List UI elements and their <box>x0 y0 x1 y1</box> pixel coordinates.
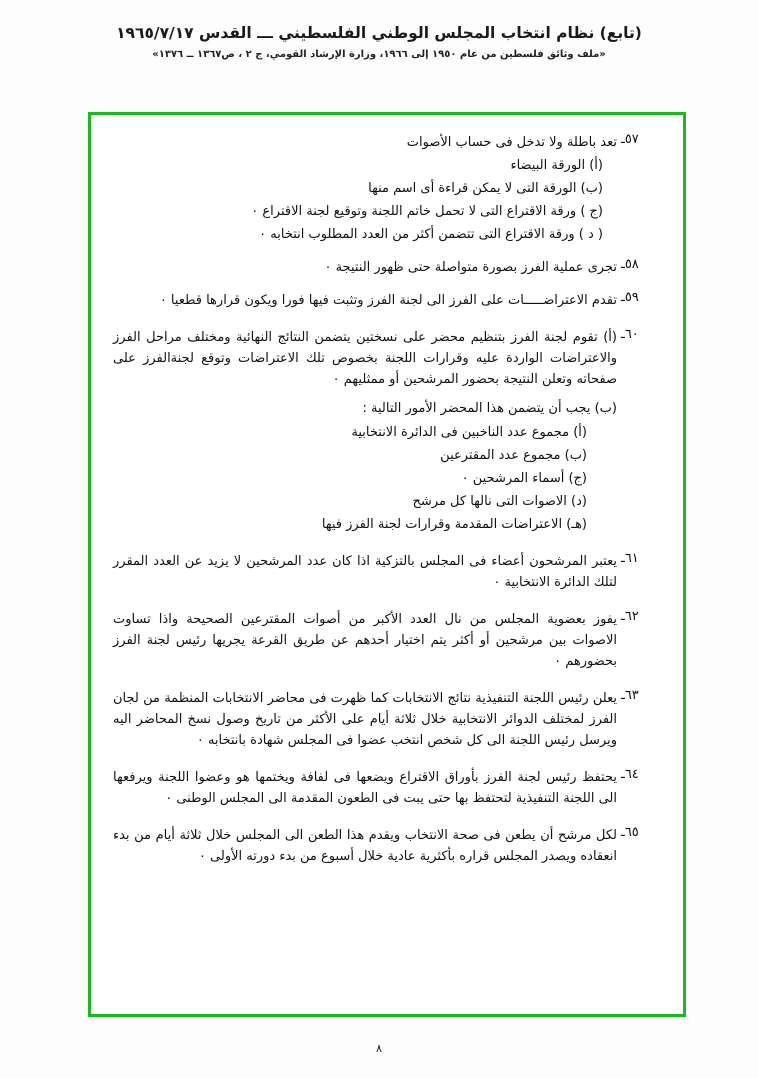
clause-subitem: (د) الاصوات التى نالها كل مرشح <box>412 493 587 509</box>
clause-item <box>113 822 661 867</box>
clause-number: ٦٠ـ <box>621 327 639 343</box>
clause-subitem: (ب) مجموع عدد المقترعين <box>440 447 587 463</box>
clause-subitem: (ب) يجب أن يتضمن هذا المحضر الأمور التالية : <box>362 401 617 417</box>
clause-item <box>113 548 661 593</box>
clause-number: ٦٥ـ <box>621 825 639 841</box>
page-number: ٨ <box>376 1042 382 1055</box>
page-subtitle: «ملف وثائق فلسطين من عام ١٩٥٠ إلى ١٩٦٦، وزارة الإرشاد القومي، ج ٢ ، ص١٣٦٧ ــ ١٣٧٦» <box>152 49 606 60</box>
clause-lead: يحتفظ رئيس لجنة الفرز بأوراق الاقتراع ويضعها فى لفافة ويختمها هو وعضوا اللجنة ويرفعها الى اللجنة التنفيذية لتحتفظ بها حتى يبت فى الطعون المقدمة الى المجلس الوطنى ٠ <box>113 770 617 807</box>
clause-number: ٦٤ـ <box>621 767 639 783</box>
clause-subitem: (أ) مجموع عدد الناخبين فى الدائرة الانتخابية <box>351 424 587 440</box>
clause-lead: يعتبر المرشحون أعضاء فى المجلس بالتزكية اذا كان عدد المرشحين لا يزيد عن العدد المقرر لتلك الدائرة الانتخابية ٠ <box>113 553 617 590</box>
clause-item <box>113 287 661 311</box>
clause-subitem: (ج) أسماء المرشحين ٠ <box>461 470 587 486</box>
clause-item <box>113 685 661 751</box>
clause-item <box>113 324 661 534</box>
clause-lead: يعلن رئيس اللجنة التنفيذية نتائج الانتخابات كما ظهرت فى محاضر الانتخابات المنظمة من لجان الفرز لمختلف الدوائر الانتخابية خلال ثلاثة أيام على الأكثر من تاريخ وصول نسخ المحاضر اليه ويرسل رئيس اللجنة الى كل شخص انتخب عضوا فى المجلس شهادة بانتخابه ٠ <box>113 690 617 749</box>
clause-number: ٦١ـ <box>621 550 639 566</box>
clause-item <box>113 254 661 278</box>
clause-item <box>113 129 661 245</box>
clause-subitem: (ب) الورقة التى لا يمكن قراءة أى اسم منها <box>368 181 603 197</box>
clause-subitem: (هـ) الاعتراضات المقدمة وقرارات لجنة الفرز فيها <box>321 516 587 532</box>
clause-subitem: (أ) الورقة البيضاء <box>510 158 603 174</box>
clause-lead: تقدم الاعتراضـــــات على الفرز الى لجنة الفرز وتثبت فيها فورا ويكون قرارها قطعيا ٠ <box>159 293 617 309</box>
clause-number: ٦٣ـ <box>621 687 639 703</box>
clause-subitem: (ج ) ورقة الاقتراع التى لا تحمل خاتم اللجنة وتوقيع لجنة الاقتراع ٠ <box>251 204 603 220</box>
clause-text <box>113 129 617 245</box>
clause-lead: تجرى عملية الفرز بصورة متواصلة حتى ظهور النتيجة ٠ <box>324 260 617 276</box>
clause-item <box>113 606 661 672</box>
clause-lead: يفوز بعضوية المجلس من نال العدد الأكبر من أصوات المقترعين الصحيحة واذا تساوت الاصوات بين مرشحين أو أكثر يتم اختيار أحدهم عن طريق القرعة يجريها رئيس لجنة الفرز بحضورهم ٠ <box>113 611 617 669</box>
clause-item <box>113 764 661 809</box>
document-header <box>0 0 758 60</box>
clause-text <box>113 287 617 311</box>
content-frame <box>88 112 686 1017</box>
clause-lead: تعد باطلة ولا تدخل فى حساب الأصوات <box>406 135 617 150</box>
clause-number: ٥٧ـ <box>621 132 639 147</box>
clause-list <box>91 115 683 1014</box>
clause-number: ٥٨ـ <box>621 257 639 273</box>
clause-text <box>113 764 617 809</box>
clause-text <box>113 324 617 534</box>
clause-text <box>113 548 617 593</box>
clause-number: ٦٢ـ <box>621 608 639 624</box>
clause-text <box>113 606 617 672</box>
clause-subitem: ( د ) ورقة الاقتراع التى تتضمن أكثر من العدد المطلوب انتخابه ٠ <box>259 227 603 243</box>
clause-text <box>113 254 617 278</box>
clause-lead: لكل مرشح أن يطعن فى صحة الانتخاب ويقدم هذا الطعن الى المجلس خلال ثلاثة أيام من بدء انعقاده ويصدر المجلس قراره بأكثرية عادية خلال أسبوع من بدء دورته الأولى ٠ <box>113 828 617 865</box>
clause-number: ٥٩ـ <box>621 290 639 306</box>
clause-text <box>113 685 617 751</box>
page-title: (تابع) نظام انتخاب المجلس الوطني الفلسطيني ـــ القدس ١٩٦٥/٧/١٧ <box>116 24 642 42</box>
clause-text <box>113 822 617 867</box>
clause-lead: (أ) تقوم لجنة الفرز بتنظيم محضر على نسختين يتضمن النتائج النهائية ومختلف مراحل الفرز والاعتراضات الواردة عليه وقرارات اللجنة بخصوص تلك الاعتراضات وتوقع لجنةالفرز على صفحاته وتعلن النتيجة بحضور المرشحين أو ممثليهم ٠ <box>113 330 617 388</box>
